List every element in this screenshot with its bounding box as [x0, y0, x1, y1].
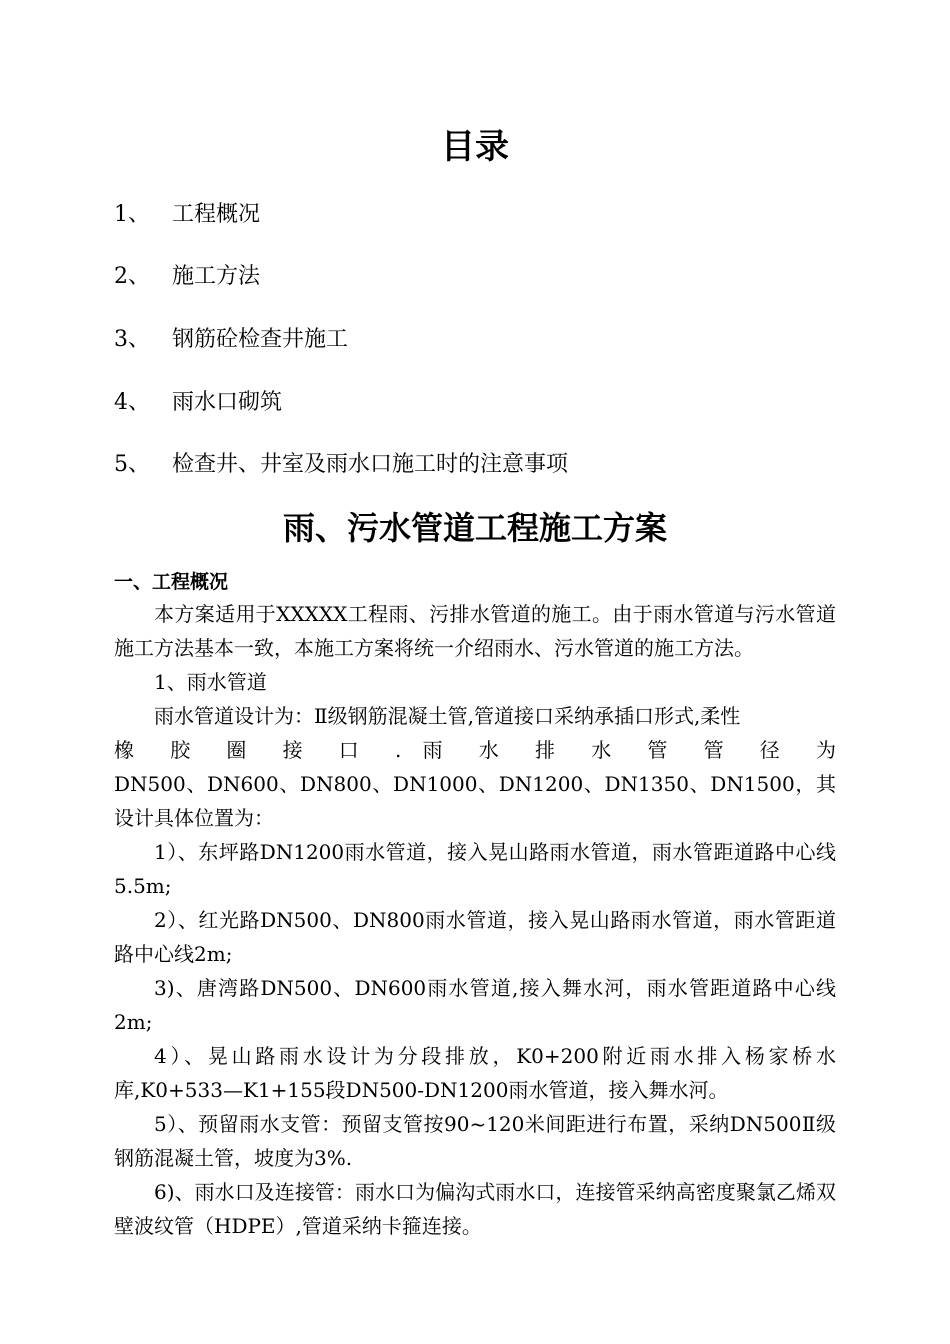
toc-item-number: 2、 [114, 264, 150, 289]
toc-item-label: 钢筋砼检查井施工 [172, 327, 349, 352]
toc-item-label: 施工方法 [172, 264, 261, 289]
toc-item-number: 3、 [114, 327, 150, 352]
toc-item [114, 262, 834, 292]
paragraph-design-line3: DN500、DN600、DN800、DN1000、DN1200、DN1350、DN1500，其设计具体位置为： [114, 772, 836, 830]
section-heading: 一、工程概况 [114, 571, 229, 593]
toc-item-number: 1、 [114, 202, 150, 227]
list-item-3: 3)、唐湾路DN500、DN600雨水管道,接入舞水河，雨水管距道路中心线2m; [114, 976, 836, 1034]
subheading-rain-pipe: 1、雨水管道 [154, 670, 267, 694]
list-item-6: 6)、雨水口及连接管：雨水口为偏沟式雨水口，连接管采纳高密度聚氯乙烯双壁波纹管（HDPE）,管道采纳卡箍连接。 [114, 1180, 836, 1238]
list-item-1: 1）、东坪路DN1200雨水管道，接入晃山路雨水管道，雨水管距道路中心线5.5m; [114, 840, 836, 898]
toc-title: 目录 [441, 127, 509, 167]
list-item-5: 5）、预留雨水支管：预留支管按90~120米间距进行布置，采纳DN500Ⅱ级钢筋混凝土管，坡度为3%. [114, 1112, 836, 1170]
toc-item-number: 5、 [114, 452, 150, 477]
toc-item-label: 检查井、井室及雨水口施工时的注意事项 [172, 452, 569, 477]
toc-item-label: 工程概况 [172, 202, 261, 227]
toc-item [114, 200, 834, 230]
document-title: 雨、污水管道工程施工方案 [282, 509, 667, 547]
paragraph-intro: 本方案适用于XXXXX工程雨、污排水管道的施工。由于雨水管道与污水管道施工方法基本一致，本施工方案将统一介绍雨水、污水管道的施工方法。 [114, 602, 836, 660]
paragraph-design-line1: 雨水管道设计为：Ⅱ级钢筋混凝土管,管道接口采纳承插口形式,柔性 [154, 704, 741, 728]
toc-item [114, 325, 834, 355]
list-item-4: 4）、晃山路雨水设计为分段排放，K0+200附近雨水排入杨家桥水库,K0+533—K1+155段DN500-DN1200雨水管道，接入舞水河。 [114, 1044, 836, 1102]
toc-item-label: 雨水口砌筑 [172, 390, 283, 415]
toc-item [114, 450, 834, 480]
paragraph-design-line2: 橡 胶 圈 接 口 . 雨 水 排 水 管 管 径 为 [114, 738, 836, 762]
list-item-2: 2）、红光路DN500、DN800雨水管道，接入晃山路雨水管道，雨水管距道路中心线2m; [114, 908, 836, 966]
toc-item [114, 388, 834, 418]
body-text [114, 597, 836, 1243]
toc-item-number: 4、 [114, 390, 150, 415]
